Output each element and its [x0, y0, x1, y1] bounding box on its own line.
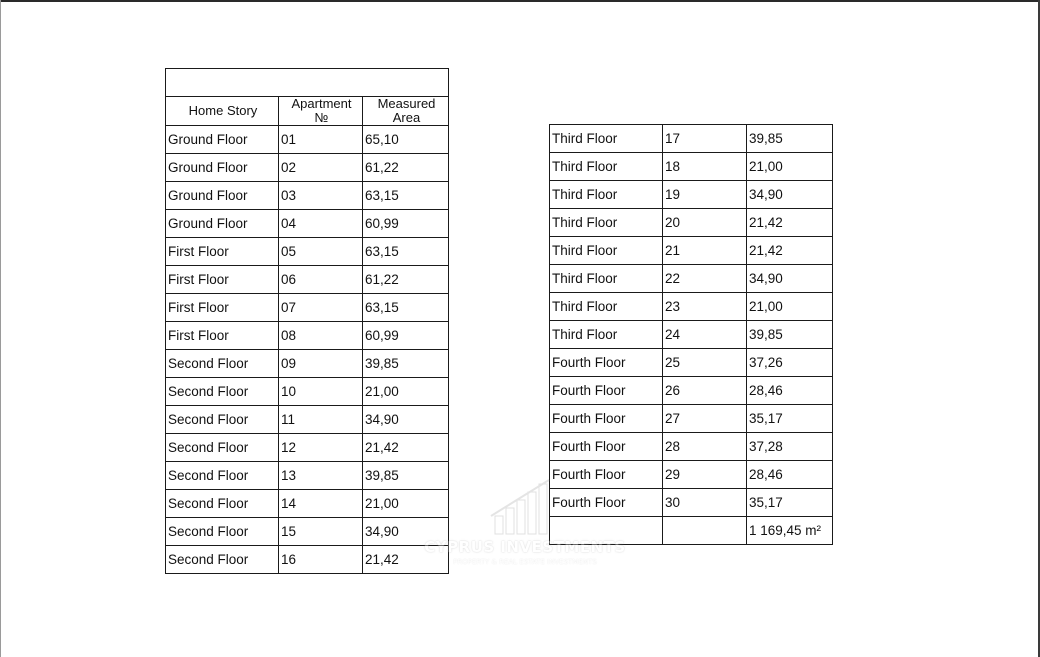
cell-measured-area: 61,22	[363, 154, 449, 182]
cell-apartment-number: 11	[279, 406, 363, 434]
cell-home-story: Fourth Floor	[550, 461, 663, 489]
cell-home-story: Third Floor	[550, 321, 663, 349]
cell-measured-area: 21,42	[747, 237, 833, 265]
table-row	[166, 266, 449, 294]
apartment-area-table-right	[549, 124, 833, 545]
window-frame-left	[0, 0, 1, 657]
total-area-value: 1 169,45 m²	[747, 517, 833, 545]
table-row	[166, 154, 449, 182]
table-row	[166, 490, 449, 518]
table-row	[550, 209, 833, 237]
cell-apartment-number: 21	[663, 237, 747, 265]
cell-measured-area: 21,00	[747, 293, 833, 321]
table-row	[166, 546, 449, 574]
cell-apartment-number: 10	[279, 378, 363, 406]
table-row	[166, 294, 449, 322]
table-row	[166, 182, 449, 210]
cell-measured-area: 61,22	[363, 266, 449, 294]
cell-home-story: Second Floor	[166, 434, 279, 462]
table-row	[166, 406, 449, 434]
cell-apartment-number: 08	[279, 322, 363, 350]
cell-measured-area: 39,85	[363, 350, 449, 378]
table-row	[550, 433, 833, 461]
cell-home-story: Ground Floor	[166, 182, 279, 210]
cell-apartment-number: 25	[663, 349, 747, 377]
table-row	[550, 349, 833, 377]
cell-apartment-number: 01	[279, 126, 363, 154]
table-row	[550, 377, 833, 405]
cell-measured-area: 35,17	[747, 489, 833, 517]
cell-apartment-number: 24	[663, 321, 747, 349]
cell-apartment-number: 19	[663, 181, 747, 209]
cell-measured-area: 37,28	[747, 433, 833, 461]
cell-home-story: Third Floor	[550, 265, 663, 293]
cell-home-story: Third Floor	[550, 181, 663, 209]
cell-apartment-number: 16	[279, 546, 363, 574]
table-header-row	[166, 97, 449, 126]
cell-apartment-number: 30	[663, 489, 747, 517]
cell-home-story: Second Floor	[166, 518, 279, 546]
table-row	[166, 322, 449, 350]
cell-apartment-number: 03	[279, 182, 363, 210]
header-apartment-number: Apartment №	[279, 97, 363, 126]
watermark-title: CYPRUS INVESTMENTS	[424, 538, 626, 556]
cell-apartment-number: 05	[279, 238, 363, 266]
cell-home-story: Fourth Floor	[550, 489, 663, 517]
cell-measured-area: 21,00	[363, 490, 449, 518]
cell-home-story: Second Floor	[166, 546, 279, 574]
cell-home-story: Fourth Floor	[550, 405, 663, 433]
cell-measured-area: 37,26	[747, 349, 833, 377]
cell-measured-area: 21,42	[363, 546, 449, 574]
header-measured-area: Measured Area	[363, 97, 449, 126]
cell-apartment-number: 29	[663, 461, 747, 489]
cell-measured-area: 63,15	[363, 238, 449, 266]
total-row-empty-cell	[663, 517, 747, 545]
table-row	[550, 153, 833, 181]
cell-home-story: First Floor	[166, 322, 279, 350]
cell-apartment-number: 09	[279, 350, 363, 378]
table-row	[166, 434, 449, 462]
cell-measured-area: 34,90	[747, 181, 833, 209]
table-row	[166, 210, 449, 238]
cell-home-story: Second Floor	[166, 350, 279, 378]
cell-apartment-number: 18	[663, 153, 747, 181]
total-row-empty-cell	[550, 517, 663, 545]
cell-measured-area: 21,42	[363, 434, 449, 462]
cell-home-story: Fourth Floor	[550, 433, 663, 461]
cell-measured-area: 60,99	[363, 322, 449, 350]
cell-measured-area: 28,46	[747, 461, 833, 489]
table-row	[550, 265, 833, 293]
cell-apartment-number: 12	[279, 434, 363, 462]
cell-home-story: First Floor	[166, 266, 279, 294]
cell-home-story: Third Floor	[550, 293, 663, 321]
watermark-subtitle: PROPERTY & REAL ESTATE INVESTMENTS	[453, 558, 597, 566]
cell-home-story: Second Floor	[166, 406, 279, 434]
table-row	[550, 405, 833, 433]
cell-apartment-number: 23	[663, 293, 747, 321]
cell-home-story: Third Floor	[550, 237, 663, 265]
cell-measured-area: 34,90	[363, 518, 449, 546]
right-table-body	[550, 125, 833, 545]
cell-home-story: Ground Floor	[166, 126, 279, 154]
cell-apartment-number: 26	[663, 377, 747, 405]
cell-measured-area: 39,85	[747, 125, 833, 153]
left-table-body	[166, 69, 449, 574]
apartment-area-table-left	[165, 68, 449, 574]
cell-apartment-number: 14	[279, 490, 363, 518]
table-row	[166, 518, 449, 546]
cell-home-story: First Floor	[166, 294, 279, 322]
cell-measured-area: 28,46	[747, 377, 833, 405]
cell-home-story: Ground Floor	[166, 154, 279, 182]
table-row	[550, 321, 833, 349]
table-row	[166, 238, 449, 266]
cell-apartment-number: 07	[279, 294, 363, 322]
cell-home-story: Fourth Floor	[550, 349, 663, 377]
cell-home-story: Third Floor	[550, 209, 663, 237]
table-row	[166, 462, 449, 490]
cell-apartment-number: 06	[279, 266, 363, 294]
cell-home-story: Second Floor	[166, 490, 279, 518]
window-frame-top	[0, 0, 1040, 2]
cell-apartment-number: 17	[663, 125, 747, 153]
table-row	[166, 350, 449, 378]
table-row	[550, 181, 833, 209]
cell-apartment-number: 04	[279, 210, 363, 238]
cell-measured-area: 63,15	[363, 294, 449, 322]
cell-home-story: Ground Floor	[166, 210, 279, 238]
cell-measured-area: 34,90	[363, 406, 449, 434]
table-title-cell	[166, 69, 449, 97]
cell-apartment-number: 15	[279, 518, 363, 546]
cell-apartment-number: 22	[663, 265, 747, 293]
cell-home-story: Second Floor	[166, 462, 279, 490]
cell-home-story: Second Floor	[166, 378, 279, 406]
table-title-row	[166, 69, 449, 97]
table-row	[550, 237, 833, 265]
cell-home-story: Third Floor	[550, 125, 663, 153]
cell-measured-area: 39,85	[363, 462, 449, 490]
total-row	[550, 517, 833, 545]
cell-apartment-number: 13	[279, 462, 363, 490]
cell-measured-area: 21,42	[747, 209, 833, 237]
cell-measured-area: 35,17	[747, 405, 833, 433]
table-row	[550, 125, 833, 153]
cell-apartment-number: 02	[279, 154, 363, 182]
cell-measured-area: 60,99	[363, 210, 449, 238]
cell-measured-area: 34,90	[747, 265, 833, 293]
cell-measured-area: 65,10	[363, 126, 449, 154]
cell-home-story: First Floor	[166, 238, 279, 266]
cell-measured-area: 21,00	[747, 153, 833, 181]
table-row	[166, 126, 449, 154]
header-home-story: Home Story	[166, 97, 279, 126]
cell-home-story: Fourth Floor	[550, 377, 663, 405]
cell-apartment-number: 27	[663, 405, 747, 433]
cell-measured-area: 21,00	[363, 378, 449, 406]
cell-measured-area: 39,85	[747, 321, 833, 349]
cell-home-story: Third Floor	[550, 153, 663, 181]
table-row	[166, 378, 449, 406]
cell-measured-area: 63,15	[363, 182, 449, 210]
table-row	[550, 489, 833, 517]
cell-apartment-number: 28	[663, 433, 747, 461]
table-row	[550, 293, 833, 321]
cell-apartment-number: 20	[663, 209, 747, 237]
table-row	[550, 461, 833, 489]
